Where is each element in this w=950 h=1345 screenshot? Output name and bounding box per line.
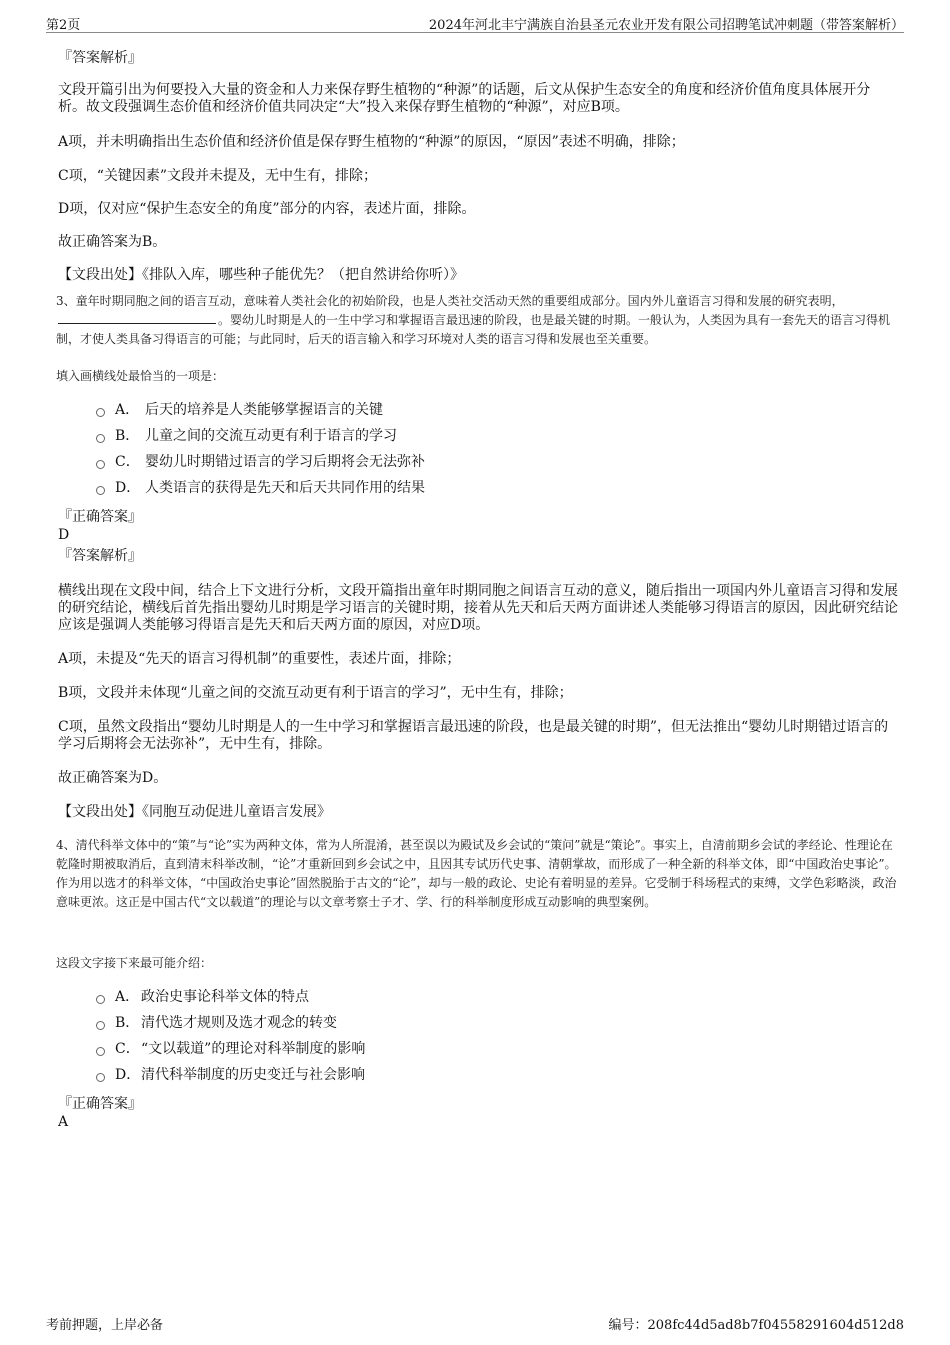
option-text: 人类语言的获得是先天和后天共同作用的结果 (145, 480, 425, 496)
footer-code-value: 208fc44d5ad8b7f04558291604d512d8 (647, 1318, 904, 1333)
q3-explain-b: B项，文段并未体现“儿童之间的交流互动更有利于语言的学习”，无中生有，排除； (58, 685, 573, 701)
q2-analysis: 文段开篇引出为何要投入大量的资金和人力来保存野生植物的“种源”的话题，后文从保护生态安全的角度和经济价值角度具体展开分析。故文段强调生态价值和经济价值共同决定“大”投入来保存野生植物的“种源”，对应B项。 (58, 82, 871, 115)
q3-stem: 3、童年时期同胞之间的语言互动，意味着人类社会化的初始阶段，也是人类社交活动天然的重要组成部分。国内外儿童语言习得和发展的研究表明，。婴幼儿时期是人的一生中学习和掌握语言最迅速的阶段，也是最关键的时期。一般认为，人类因为具有一套先天的语言习得机制，才使人类具备习得语言的可能；与此同时，后天的语言输入和学习环境对人类的语言习得和发展也至关重要。 (56, 294, 891, 346)
footer-code-label: 编号： (608, 1318, 648, 1333)
q4-option-b[interactable] (96, 1015, 337, 1032)
page-number: 第2页 (46, 18, 81, 33)
footer-slogan: 考前押题，上岸必备 (46, 1318, 164, 1333)
q3-prompt: 填入画横线处最恰当的一项是： (56, 369, 225, 383)
option-letter: D． (115, 480, 141, 496)
q4-option-d[interactable] (96, 1067, 365, 1084)
q4-prompt: 这段文字接下来最可能介绍： (56, 956, 213, 970)
footer-code (608, 1314, 904, 1333)
q3-answer: D (58, 527, 70, 543)
q3-analysis: 横线出现在文段中间，结合上下文进行分析，文段开篇指出童年时期同胞之间语言互动的意义，随后指出一项国内外儿童语言习得和发展的研究结论，横线后首先指出婴幼儿时期是学习语言的关键时期，接着从先天和后天两方面讲述人类能够习得语言的原因，因此研究结论应该是强调人类能够习得语言是先天和后天两方面的原因，对应D项。 (58, 583, 898, 633)
option-letter: D． (115, 1067, 141, 1083)
q3-option-a[interactable] (96, 402, 383, 419)
option-text: 清代选才规则及选才观念的转变 (141, 1015, 337, 1031)
radio-icon[interactable] (96, 460, 105, 469)
radio-icon[interactable] (96, 1021, 105, 1030)
header-divider (46, 32, 904, 33)
option-letter: B． (115, 1015, 140, 1031)
option-text: 后天的培养是人类能够掌握语言的关键 (145, 402, 383, 418)
q2-source: 【文段出处】《排队入库，哪些种子能优先？（把自然讲给你听）》 (58, 267, 464, 283)
document-title: 2024年河北丰宁满族自治县圣元农业开发有限公司招聘笔试冲刺题（带答案解析） (428, 18, 904, 33)
radio-icon[interactable] (96, 408, 105, 417)
q3-option-c[interactable] (96, 454, 425, 471)
radio-icon[interactable] (96, 995, 105, 1004)
radio-icon[interactable] (96, 434, 105, 443)
option-letter: A． (115, 989, 140, 1005)
q4-answer-tag: 『正确答案』 (58, 1096, 142, 1112)
q3-answer-tag: 『正确答案』 (58, 509, 142, 525)
radio-icon[interactable] (96, 486, 105, 495)
q4-option-c[interactable] (96, 1041, 365, 1058)
option-letter: A． (115, 402, 140, 418)
option-text: 政治史事论科举文体的特点 (141, 989, 309, 1005)
option-text: 清代科举制度的历史变迁与社会影响 (141, 1067, 365, 1083)
q3-option-b[interactable] (96, 428, 397, 445)
q3-explain-a: A项，未提及“先天的语言习得机制”的重要性，表述片面，排除； (58, 651, 461, 667)
q2-explain-a: A项，并未明确指出生态价值和经济价值是保存野生植物的“种源”的原因，“原因”表述不明确，排除； (58, 134, 685, 150)
q3-option-d[interactable] (96, 480, 425, 497)
q4-option-a[interactable] (96, 989, 309, 1006)
option-text: 儿童之间的交流互动更有利于语言的学习 (145, 428, 397, 444)
q2-conclusion: 故正确答案为B。 (58, 234, 167, 250)
q3-conclusion: 故正确答案为D。 (58, 770, 168, 786)
q3-source: 【文段出处】《同胞互动促进儿童语言发展》 (58, 804, 331, 820)
option-text: 婴幼儿时期错过语言的学习后期将会无法弥补 (145, 454, 425, 470)
option-letter: B． (115, 428, 140, 444)
q3-analysis-tag: 『答案解析』 (58, 548, 142, 564)
radio-icon[interactable] (96, 1073, 105, 1082)
q3-explain-c: C项，虽然文段指出“婴幼儿时期是人的一生中学习和掌握语言最迅速的阶段，也是最关键的时期”，但无法推出“婴幼儿时期错过语言的学习后期将会无法弥补”，无中生有，排除。 (58, 719, 889, 752)
q4-answer: A (58, 1114, 69, 1130)
option-text: “文以载道”的理论对科举制度的影响 (141, 1041, 366, 1057)
option-letter: C． (115, 1041, 140, 1057)
fill-blank-line (58, 311, 216, 324)
q4-stem: 4、清代科举文体中的“策”与“论”实为两种文体，常为人所混淆，甚至误以为殿试及乡会试的“策问”就是“策论”。事实上，自清前期乡会试的孝经论、性理论在乾隆时期被取消后，直到清末科举改制，“论”才重新回到乡会试之中，且因其专试历代史事、清朝掌故，而形成了一种全新的科举文体，即“中国政治史事论”。作为用以选才的科举文体，“中国政治史事论”固然脱胎于古文的“论”，却与一般的政论、史论有着明显的差异。它受制于科场程式的束缚，文学色彩略淡，政治意味更浓。这正是中国古代“文以载道”的理论与以文章考察士子才、学、行的科举制度形成互动影响的典型案例。 (56, 838, 897, 909)
option-letter: C． (115, 454, 140, 470)
radio-icon[interactable] (96, 1047, 105, 1056)
q2-explain-d: D项，仅对应“保护生态安全的角度”部分的内容，表述片面，排除。 (58, 201, 476, 217)
q2-explain-c: C项，“关键因素”文段并未提及，无中生有，排除； (58, 168, 378, 184)
q2-analysis-tag: 『答案解析』 (58, 50, 142, 66)
